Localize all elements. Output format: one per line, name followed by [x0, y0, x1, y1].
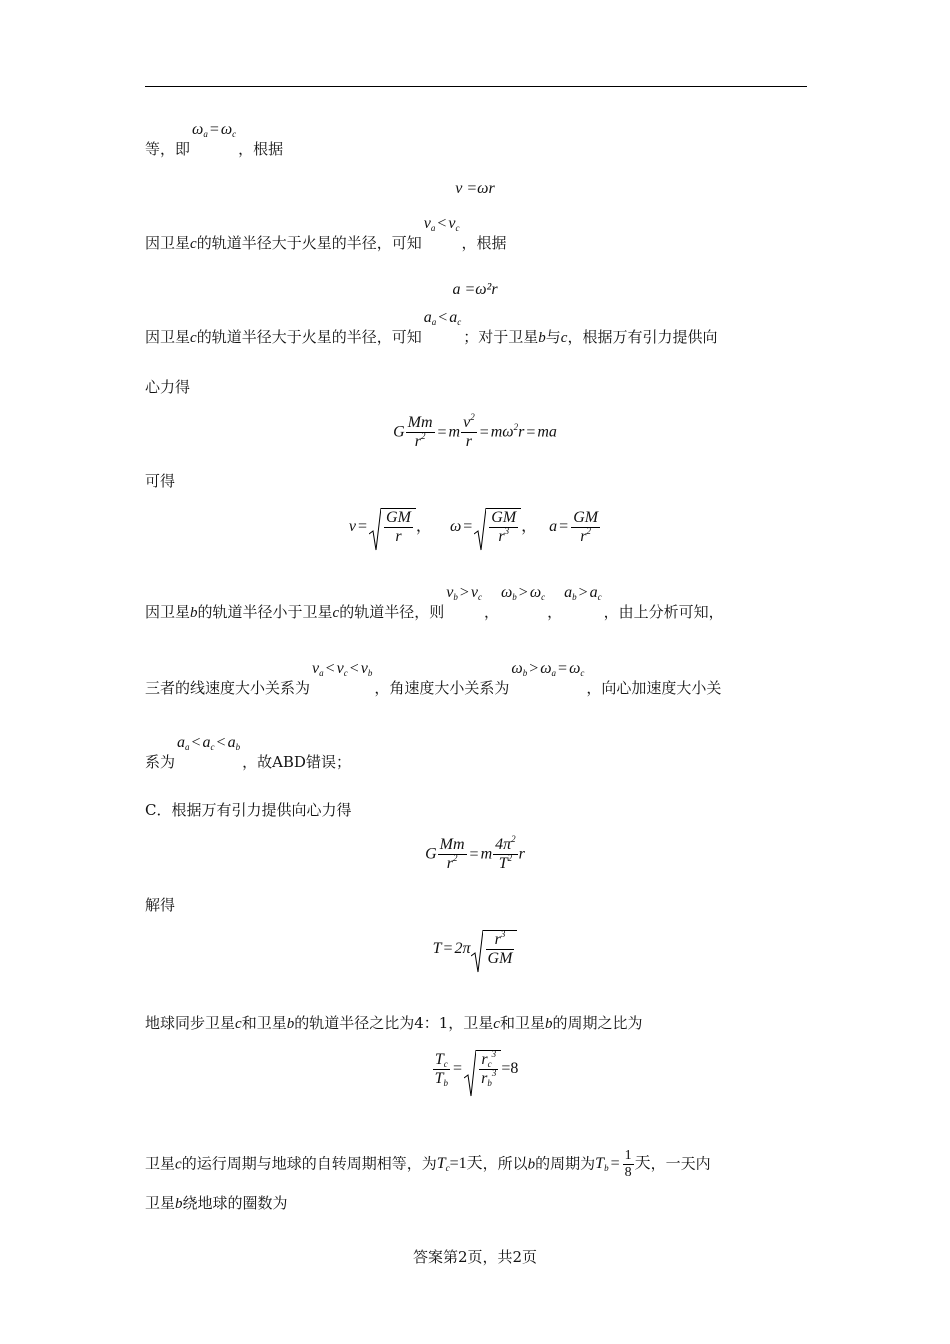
text-line-19: 卫星c的运行周期与地球的自转周期相等，为$T_c=1$天，所以b的周期为$T_b$ = $\frac{1}{8}$ 天，一天内	[145, 1148, 711, 1181]
formula-a-omega2-r: a =ω²r	[452, 281, 498, 298]
formula-velocity-order: $v_a < v_c < v_b$	[312, 660, 373, 678]
formula-omega-order: $\omega_b > \omega_a = \omega_c$	[511, 660, 585, 678]
text: ，根据	[238, 140, 284, 158]
formula-aa-lt-ac: $a_a < a_c$	[423, 309, 462, 327]
text-line-5: 因卫星c的轨道半径大于火星的半径，可知$a_a < a_c$；对于卫星b与c，根据万有引力提供向	[145, 309, 718, 346]
formula-acceleration-order: $a_a < a_c < a_b$	[177, 734, 241, 752]
text-line-3: 因卫星c的轨道半径大于火星的半径，可知$v_a < v_c$，根据	[145, 215, 507, 252]
formula-omega-equal: $\omega_a = \omega_c$	[192, 121, 237, 139]
formula-tb: $T_b$ = $\frac{1}{8}$ 天	[595, 1148, 651, 1181]
text-line-15: 解得	[145, 896, 176, 914]
text-line-8: 可得	[145, 472, 176, 490]
formula-gravity-centripetal: G $\frac{Mm}{r^2}$ = m $\frac{v^2}{r}$ = $m\omega^2r$ = ma	[393, 412, 557, 451]
text-line-6: 心力得	[145, 378, 191, 396]
formula-gravity-period: G $\frac{Mm}{r^2}$ = m $\frac{4\pi^2}{T^2}$ r	[425, 834, 525, 873]
text-line-13: C．根据万有引力提供向心力得	[145, 801, 352, 819]
formula-v-omega-a-results: v = $\frac{GM}{r}$ ， ω = $\frac{GM}{r^3}$ ， a = $\frac{GM}{r^2}$	[0, 508, 950, 547]
formula-vb-gt-vc: $v_b > v_c$	[446, 584, 482, 602]
text: 等，即	[145, 140, 191, 158]
formula-tc: $T_c=1$天	[436, 1155, 483, 1174]
text-line-11: 三者的线速度大小关系为$v_a < v_c < v_b$，角速度大小关系为$\omega_b > \omega_a = \omega_c$，向心加速度大小关	[145, 660, 722, 697]
text-line-17: 地球同步卫星c和卫星b的轨道半径之比为4：1，卫星c和卫星b的周期之比为	[145, 1014, 643, 1032]
formula-period-ratio: $\frac{T_c}{T_b}$ = $\frac{r_c^3}{r_b^3}$ =8	[0, 1050, 950, 1089]
text-line-12: 系为$a_a < a_c < a_b$，故ABD错误；	[145, 734, 351, 771]
formula-ab-gt-ac: $a_b > a_c$	[564, 584, 602, 602]
formula-omegab-gt-omegac: $\omega_b > \omega_c$	[500, 584, 546, 602]
formula-period-result: T = 2π $\frac{r^3}{GM}$	[0, 930, 950, 969]
formula-va-lt-vc: $v_a < v_c$	[423, 215, 460, 233]
text-line-10: 因卫星b的轨道半径小于卫星c的轨道半径，则$v_b > v_c$，$\omega_b > \omega_c$，$a_b > a_c$，由上分析可知，	[145, 584, 724, 621]
header-rule	[145, 86, 807, 87]
text-line-1	[145, 121, 284, 158]
page-footer: 答案第2页，共2页	[412, 1248, 538, 1266]
text-line-20: 卫星b绕地球的圈数为	[145, 1194, 288, 1212]
formula-v-omega-r: v =ωr	[455, 180, 495, 197]
